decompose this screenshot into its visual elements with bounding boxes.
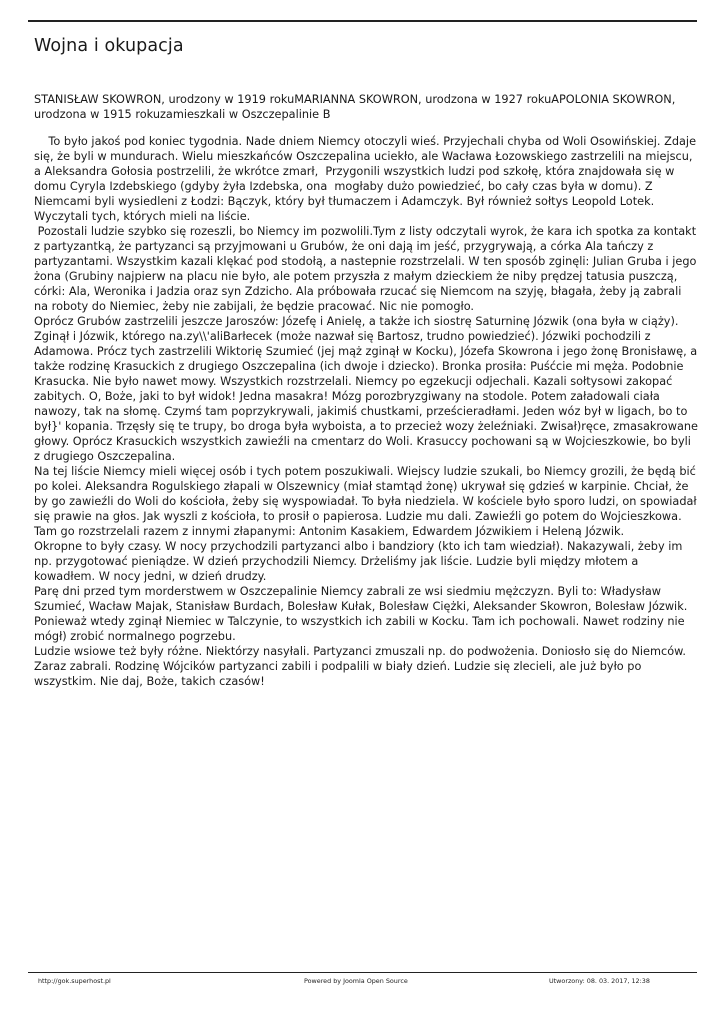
- paragraph: Pozostali ludzie szybko się rozeszli, bo Niemcy im pozwolili.Tym z listy odczytali wyrok, że kara ich spotka za kontakt z partyzantką, że partyzanci są przyjmowani u Grubów, że oni dają im jeść, przygrywają, a córka Ala tańczy z partyzantami. Wszystkim kazali klękać pod stodołą, a nastepnie rozstrzelali. W ten sposób zginęli: Julian Gruba i jego żona (Grubiny najpierw na placu nie było, ale potem przyszła z małym dzieckiem że niby prędzej tatusia puszczą, córki: Ala, Weronika i Jadzia oraz syn Zdzicho. Ala próbowała rzucać się Niemcom na szyję, błagała, żeby ją zabrali na roboty do Niemiec, żeby nie zabijali, że będzie pracować. Nic nie pomogło.: [34, 225, 701, 313]
- page-title: Wojna i okupacja: [34, 36, 184, 56]
- top-divider: [28, 20, 697, 22]
- paragraph: To było jakoś pod koniec tygodnia. Nade dniem Niemcy otoczyli wieś. Przyjechali chyba od Woli Osowińskiej. Zdaje się, że byli w mundurach. Wielu mieszkańców Oszczepalina uciekło, ale Wacława Łozowskiego zastrzelili na miejscu, a Aleksandra Gołosia postrzelili, że wkrótce zmarł, Przygonili wszystkich ludzi pod szkołę, która znajdowała się w domu Cyryla Izdebskiego (gdyby żyła Izdebska, ona mogłaby dużo powiedzieć, bo cały czas była w domu). Z Niemcami byli wysiedleni z Łodzi: Bączyk, który był tłumaczem i Adamczyk. Był również sołtys Leopold Lotek. Wyczytali tych, których mieli na liście.: [34, 135, 700, 223]
- paragraph: Ludzie wsiowe też były różne. Niektórzy nasyłali. Partyzanci zmuszali np. do podwożenia. Doniosło się do Niemców. Zaraz zabrali. Rodzinę Wójcików partyzanci zabili i podpalili w biały dzień. Ludzie się zlecieli, ale już było po wszystkim. Nie daj, Boże, takich czasów!: [34, 645, 686, 688]
- footer-powered-by: Powered by Joomla Open Source: [304, 977, 408, 985]
- authors-line: STANISŁAW SKOWRON, urodzony w 1919 rokuMARIANNA SKOWRON, urodzona w 1927 rokuAPOLONIA SKOWRON, urodzona w 1915 rokuzamieszkali w Oszczepalinie B: [34, 93, 676, 121]
- footer-url: http://gok.superhost.pl: [38, 977, 111, 985]
- footer-divider: [28, 972, 697, 973]
- paragraph: Okropne to były czasy. W nocy przychodzili partyzanci albo i bandziory (kto ich tam wiedział). Nakazywali, żeby im np. przygotować pieniądze. W dzień przychodzili Niemcy. Drżeliśmy jak liście. Ludzie byli między młotem a kowadłem. W nocy jedni, w dzień drudzy.: [34, 540, 683, 583]
- article-body: [34, 134, 701, 689]
- footer-created-date: Utworzony: 08. 03. 2017, 12:38: [549, 977, 650, 985]
- paragraph: Na tej liście Niemcy mieli więcej osób i tych potem poszukiwali. Wiejscy ludzie szukali, bo Niemcy grozili, że będą bić po kolei. Aleksandra Rogulskiego złapali w Olszewnicy (miał stamtąd żonę) ukrywał się gdzieś w karpinie. Chciał, że by go zawieźli do Woli do kościoła, żeby się wyspowiadał. To była niedziela. W kościele było sporo ludzi, on spowiadał się prawie na głos. Jak wyszli z kościoła, to prosił o papierosa. Ludzie mu dali. Zawieźli go potem do Wojcieszkowa. Tam go rozstrzelali razem z innymi złapanymi: Antonim Kasakiem, Edwardem Józwikiem i Heleną Józwik.: [34, 465, 697, 538]
- paragraph: Oprócz Grubów zastrzelili jeszcze Jaroszów: Józefę i Anielę, a także ich siostrę Saturninę Józwik (ona była w ciąży). Zginął i Józwik, którego na.zy\\'aliBarłecek (może nazwał się Bartosz, trudno powiedzieć). Józwiki pochodzili z Adamowa. Prócz tych zastrzelili Wiktorię Szumieć (jej mąż zginął w Kocku), Józefa Skowrona i jego żonę Bronisławę, a także rodzinę Krasuckich z drugiego Oszczepalina (ich dwoje i dziecko). Bronka prosiła: Puśćcie mi męża. Podobnie Krasucka. Nie było nawet mowy. Wszystkich rozstrzelali. Niemcy po egzekucji odjechali. Kazali sołtysowi zakopać zabitych. O, Boże, jaki to był widok! Jedna masakra! Mózg porozbryzgiwany na stodole. Potem załadowali ciała nawozy, tak na słomę. Czymś tam poprzykrywali, jakimiś chustkami, prześcieradłami. Jeden wóz był w ligach, bo to był}' kopania. Trzęsły się te trupy, bo droga była wyboista, a to przecież wozy żeleźniaki. Zwisał)ręce, zmasakrowane głowy. Oprócz Krasuckich wszystkich zawieźli na cmentarz do Woli. Krasuccy pochowani są w Wojcieszkowie, bo byli z drugiego Oszczepalina.: [34, 315, 698, 463]
- paragraph: Parę dni przed tym morderstwem w Oszczepalinie Niemcy zabrali ze wsi siedmiu mężczyzn. Byli to: Władysław Szumieć, Wacław Majak, Stanisław Burdach, Bolesław Kułak, Bolesław Ciężki, Aleksander Skowron, Bolesław Józwik. Ponieważ wtedy zginął Niemiec w Talczynie, to wszystkich ich zabili w Kocku. Tam ich pochowali. Nawet rodziny nie mógł) zrobić normalnego pogrzebu.: [34, 585, 688, 643]
